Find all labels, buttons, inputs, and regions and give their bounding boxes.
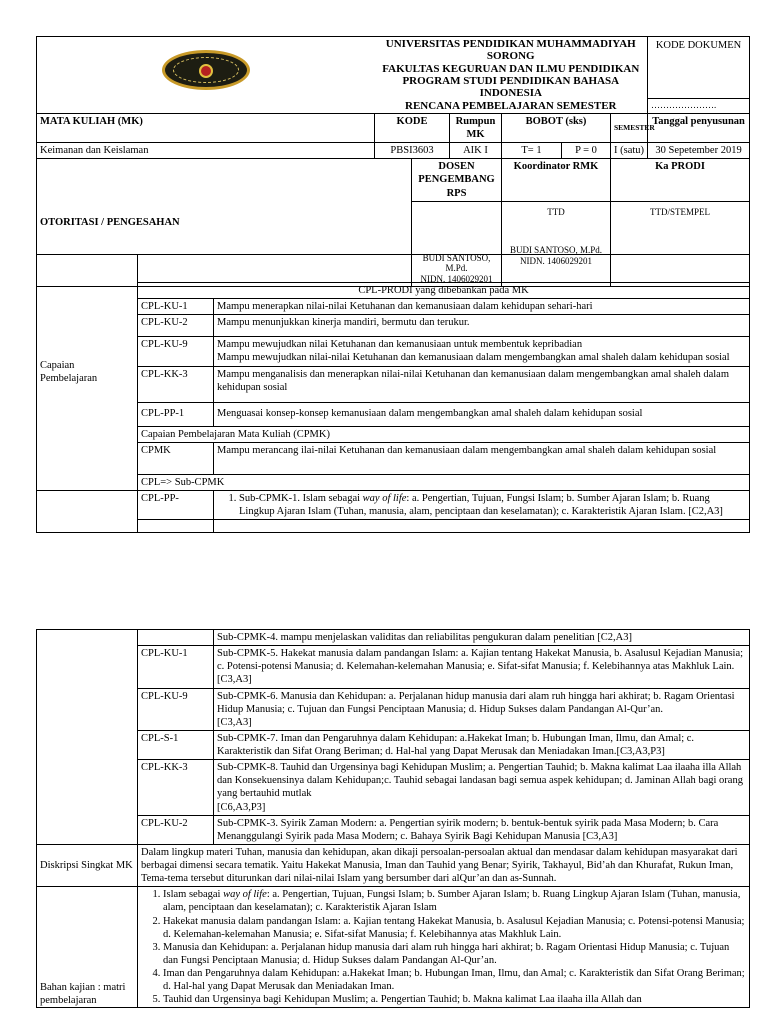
list-item: 5. Tauhid dan Urgensinya bagi Kehidupan Muslim; a. Pengertian Tauhid; b. Makna kalimat Laa ilaaha illa Allah dan — [163, 993, 746, 1006]
deskripsi-text: Dalam lingkup materi Tuhan, manusia dan kehidupan, akan dikaji persoalan-persoalan aktual dan mendasar dalam kehidupan masyarakat dari berbagai dimensi secara tematik. Yaitu Hakekat Manusia, Iman dan Tauhid yang Benar; Syirik, Takhayul, Bid’ah dan Khurafat, Rukun Iman, Tema-tema tersebut diturunkan dari nilai-nilai Islam yang bersumber dari alQur’an dan as-Sunnah. — [138, 844, 750, 886]
table-row — [37, 402, 750, 426]
sub-cpmk-title: CPL=> Sub-CPMK — [138, 474, 750, 490]
rumpun-header: Rumpun MK — [450, 113, 502, 142]
cpl-code: CPL-KK-3 — [138, 366, 214, 402]
koordinator-header: Koordinator RMK — [502, 159, 611, 201]
sub-cpmk-code: CPL-KU-9 — [138, 688, 214, 730]
sub-cpmk-code — [138, 630, 214, 646]
kode-dokumen-value: …………………. — [648, 98, 750, 113]
table-row — [37, 815, 750, 844]
cpl-text: Mampu menunjukkan kinerja mandiri, bermutu dan terukur. — [214, 315, 750, 337]
cpl-code: CPL-KU-2 — [138, 315, 214, 337]
mk-code: PBSI3603 — [375, 143, 450, 159]
cpl-code: CPL-KU-1 — [138, 299, 214, 315]
sub-cpmk-code: CPL-PP- — [138, 490, 214, 519]
cpl-text: Mampu menerapkan nilai-nilai Ketuhanan dan kemanusiaan dalam kehidupan sehari-hari — [214, 299, 750, 315]
table-row — [37, 630, 750, 646]
mk-tanggal: 30 Sepetember 2019 — [648, 143, 750, 159]
cpmk-code: CPMK — [138, 442, 214, 474]
university-logo-cell — [37, 37, 375, 114]
table-row — [37, 315, 750, 337]
sub-cpmk-text: Sub-CPMK-7. Iman dan Pengaruhnya dalam Kehidupan: a.Hakekat Iman; b. Hubungan Iman, Ilmu, dan Amal; c. Karakteristik dan Sifat Orang Beriman; d. Hal-hal yang Dapat Merusak dan Meniadakan Iman.[C3,A3,P3] — [214, 730, 750, 759]
university-logo-icon — [162, 50, 250, 90]
faculty-name: FAKULTAS KEGURUAN DAN ILMU PENDIDIKAN — [382, 62, 640, 75]
document-title: RENCANA PEMBELAJARAN SEMESTER — [405, 99, 617, 112]
sub-cpmk-text: Sub-CPMK-6. Manusia dan Kehidupan: a. Perjalanan hidup manusia dari alam ruh hingga hari akhirat; b. Ragam Orientasi Hidup Manusia; c. Tujuan dan Fungsi Penciptaan Manusia; d. Hidup Sukses dalam Pandangan Al-Qur’an. — [217, 690, 735, 715]
sub-cpmk-code: CPL-S-1 — [138, 730, 214, 759]
sub-cpmk-code: CPL-KK-3 — [138, 760, 214, 816]
kode-dokumen-label: KODE DOKUMEN — [648, 37, 750, 99]
dosen-pengembang-header: DOSEN PENGEMBANG RPS — [412, 159, 502, 201]
semester-header: SEMESTER — [611, 113, 648, 142]
bobot-t: T= 1 — [502, 143, 562, 159]
cpmk-text: Mampu merancang ilai-nilai Ketuhanan dan kemanusiaan dalam mengembangkan amal shaleh dalam kehidupan sosial — [214, 442, 750, 474]
koordinator-nidn: NIDN. 1406029201 — [520, 256, 592, 267]
capaian-label: Capaian Pembelajaran — [37, 255, 138, 491]
otoritas-label: OTORITASI / PENGESAHAN — [37, 159, 412, 287]
table-row — [37, 688, 750, 730]
table-row — [37, 299, 750, 315]
sub-cpmk-text: Sub-CPMK-4. mampu menjelaskan validitas dan reliabilitas pengukuran dalam penelitian [C2,A3] — [214, 630, 750, 646]
table-row — [37, 730, 750, 759]
sub-cpmk-text: Sub-CPMK-3. Syirik Zaman Modern: a. Pengertian syirik modern; b. bentuk-bentuk syirik pada Masa Modern; b. Cara Menanggulangi Syirik pada Masa Modern; c. Bahaya Syirik Bagi Kehidupan Manusia [C3,A3] — [214, 815, 750, 844]
rps-header-table — [36, 36, 750, 287]
sub-cpmk-level: [C6,A3,P3] — [217, 801, 266, 813]
mk-semester: I (satu) — [611, 143, 648, 159]
bahan-kajian-label: Bahan kajian : matri pembelajaran — [37, 887, 138, 1008]
mata-kuliah-header: MATA KULIAH (MK) — [37, 113, 375, 142]
list-item: 2. Hakekat manusia dalam pandangan Islam: a. Kajian tentang Hakekat Manusia, b. Asalusul Kejadian Manusia; c. Potensi-potensi Manusia; d. Kelemahan-kelemahan Manusia; e. Sifat-sifat Manusia; f. Kelebihannya atas Makhluk Lain. — [163, 915, 746, 941]
dosen-nidn: NIDN. 1406029201 — [420, 274, 493, 285]
university-name: UNIVERSITAS PENDIDIKAN MUHAMMADIYAH SORONG — [385, 38, 636, 63]
cpl-text: Menguasai konsep-konsep kemanusiaan dalam mengembangkan amal shaleh dalam kehidupan sosial — [214, 402, 750, 426]
sub-cpmk-code: CPL-KU-2 — [138, 815, 214, 844]
list-item: 1. Islam sebagai way of life: a. Pengertian, Tujuan, Fungsi Islam; b. Sumber Ajaran Islam; b. Ruang Lingkup Ajaran Islam (Tuhan, manusia, alam, penciptaan dan keselamatan); c. Karakteristik Ajaran Islam — [163, 888, 746, 914]
sub-cpmk-level: [C3,A3] — [217, 716, 252, 728]
capaian-table — [36, 254, 750, 533]
sub-cpmk-text: Sub-CPMK-8. Tauhid dan Urgensinya bagi Kehidupan Muslim; a. Pengertian Tauhid; b. Makna kalimat Laa ilaaha illa Allah dan Konsekuensinya dalam Kehidupan;c. Tauhid sebagai landasan bagi semua aspek kehidupan; d. Jaminan Allah bagi orang yang bertauhid mutlak — [217, 762, 743, 800]
bobot-p: P = 0 — [562, 143, 611, 159]
cpl-text-2: Mampu mewujudkan nilai-nilai Ketuhanan dan kemanusiaan dalam mengembangkan amal shaleh dalam kehidupan sosial — [217, 352, 730, 364]
document-header — [375, 37, 648, 114]
cpl-code: CPL-KU-9 — [138, 337, 214, 366]
deskripsi-label: Diskripsi Singkat MK — [37, 844, 138, 886]
table-row — [37, 366, 750, 402]
cpl-text: Mampu menganalisis dan menerapkan nilai-nilai Ketuhanan dan kemanusiaan dalam mengembangkan amal shaleh dalam kehidupan sosial — [214, 366, 750, 402]
mk-name: Keimanan dan Keislaman — [37, 143, 375, 159]
cpmk-title: Capaian Pembelajaran Mata Kuliah (CPMK) — [138, 426, 750, 442]
table-row — [37, 337, 750, 366]
tanggal-header: Tanggal penyusunan — [648, 113, 750, 142]
table-row — [37, 760, 750, 816]
bobot-header: BOBOT (sks) — [502, 113, 611, 142]
kode-header: KODE — [375, 113, 450, 142]
cpl-code: CPL-PP-1 — [138, 402, 214, 426]
table-row — [37, 490, 750, 519]
mk-rumpun: AIK I — [450, 143, 502, 159]
sub-cpmk-text: Sub-CPMK-5. Hakekat manusia dalam pandangan Islam: a. Kajian tentang Hakekat Manusia, b. Asalusul Kejadian Manusia; c. Potensi-potensi Manusia; d. Kelemahan-kelemahan Manusia; e. Sifat-sifat Manusia; f. Kelebihannya atas Makhluk Lain. [C3,A3] — [214, 646, 750, 688]
page2-table — [36, 629, 750, 1008]
table-row — [37, 646, 750, 688]
koordinator-ttd: TTD — [547, 206, 565, 217]
bahan-kajian-list — [141, 888, 746, 1006]
cpl-text: Mampu mewujudkan nilai Ketuhanan dan kemanusiaan untuk membentuk kepribadian — [217, 339, 583, 351]
dosen-name: BUDI SANTOSO, M.Pd. — [422, 252, 491, 274]
cpl-prodi-title: CPL-PRODI yang dibebankan pada MK — [138, 283, 750, 299]
koordinator-name: BUDI SANTOSO, M.Pd. — [509, 245, 603, 256]
sub-cpmk-1: 1. Sub-CPMK-1. Islam sebagai way of life: a. Pengertian, Tujuan, Fungsi Islam; b. Sumber Ajaran Islam; b. Ruang Lingkup Ajaran Islam (Tuhan, manusia, alam, penciptaan dan keselamatan); c. Karakteristik Ajaran Islam. [C2,A3] — [239, 492, 746, 518]
kaprodi-ttd-stempel: TTD/STEMPEL — [650, 206, 711, 217]
sub-cpmk-code: CPL-KU-1 — [138, 646, 214, 688]
list-item: 4. Iman dan Pengaruhnya dalam Kehidupan: a.Hakekat Iman; b. Hubungan Iman, Ilmu, dan Amal; c. Karakteristik dan Sifat Orang Beriman; d. Hal-hal yang Dapat Merusak dan Meniadakan Iman. — [163, 967, 746, 993]
list-item: 3. Manusia dan Kehidupan: a. Perjalanan hidup manusia dari alam ruh hingga hari akhirat; b. Ragam Orientasi Hidup Manusia; c. Tujuan dan Fungsi Penciptaan Manusia; d. Hidup Sukses dalam Pandangan Al-Qur’an. — [163, 941, 746, 967]
kaprodi-header: Ka PRODI — [611, 159, 750, 201]
program-name: PROGRAM STUDI PENDIDIKAN BAHASA INDONESIA — [402, 74, 620, 100]
